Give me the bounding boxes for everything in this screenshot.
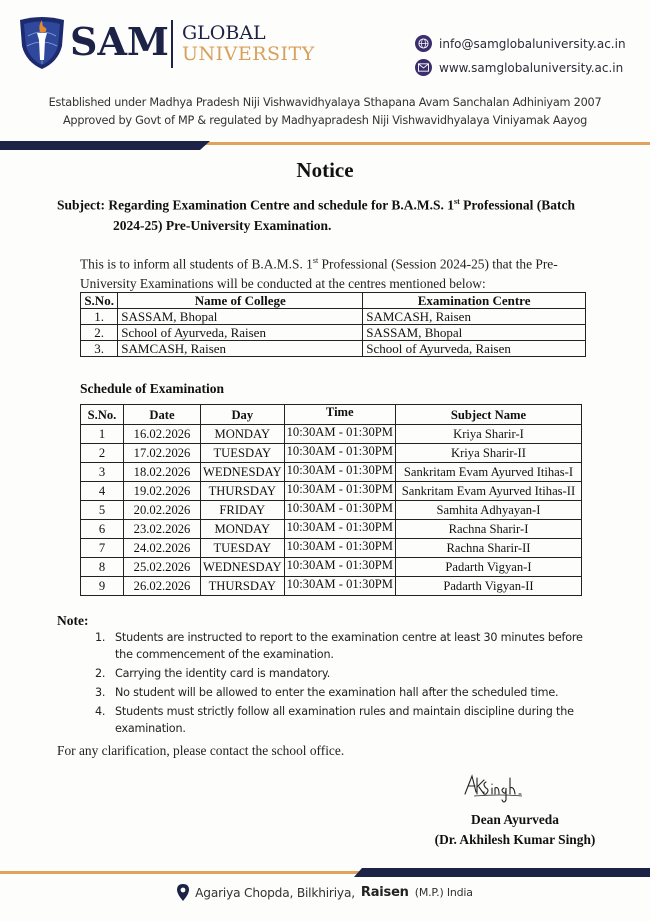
cell-time: 10:30AM - 01:30PM: [284, 539, 395, 558]
contact-website: [415, 59, 623, 76]
table-row: [81, 309, 586, 325]
header-college: Name of College: [118, 293, 363, 309]
logo-university-text: UNIVERSITY: [182, 43, 315, 65]
cell-subject: Samhita Adhyayan-I: [395, 501, 581, 520]
note-text: Students are instructed to report to the examination centre at least 30 minutes before the commencement of the examination.: [115, 631, 583, 661]
cell-college: School of Ayurveda, Raisen: [118, 325, 363, 341]
cell-day: THURSDAY: [201, 577, 285, 596]
subject-line-2: 2024-25) Pre-University Examination.: [113, 217, 332, 233]
note-text: Carrying the identity card is mandatory.: [115, 667, 331, 680]
cell-college: SAMCASH, Raisen: [118, 341, 363, 357]
cell-day: THURSDAY: [201, 482, 285, 501]
subject-text-cont: Professional (Batch: [459, 197, 576, 213]
location-pin-icon: [177, 884, 189, 901]
cell-sno: 2.: [81, 325, 118, 341]
cell-subject: Rachna Sharir-I: [395, 520, 581, 539]
intro-text-cont: Professional (Session 2024-25) that the Pre-University Examinations will be conducted at the centres mentioned below:: [80, 256, 558, 292]
cell-day: MONDAY: [201, 425, 285, 444]
cell-subject: Padarth Vigyan-I: [395, 558, 581, 577]
exam-centres-table: [80, 292, 586, 357]
table-row: [81, 539, 582, 558]
notice-title: Notice: [296, 158, 354, 182]
address-state: (M.P.) India: [414, 886, 473, 899]
table-header-row: [81, 405, 582, 425]
note-number: 2.: [95, 667, 106, 680]
cell-subject: Rachna Sharir-II: [395, 539, 581, 558]
cell-date: 25.02.2026: [124, 558, 201, 577]
cell-time: 10:30AM - 01:30PM: [284, 577, 395, 596]
cell-day: WEDNESDAY: [201, 558, 285, 577]
intro-text: This is to inform all students of B.A.M.S. 1: [80, 256, 313, 272]
table-row: [81, 444, 582, 463]
approved-line: Approved by Govt of MP & regulated by Madhyapradesh Niji Vishwavidhyalaya Viniyamak Aayog: [62, 114, 588, 127]
table-row: [81, 520, 582, 539]
clarification-text: For any clarification, please contact the school office.: [57, 743, 345, 758]
cell-sno: 5: [81, 501, 124, 520]
cell-date: 20.02.2026: [124, 501, 201, 520]
header-centre: Examination Centre: [363, 293, 586, 309]
cell-date: 18.02.2026: [124, 463, 201, 482]
note-text: No student will be allowed to enter the examination hall after the scheduled time.: [115, 686, 559, 699]
note-item: [95, 703, 595, 737]
header-subject: Subject Name: [395, 405, 581, 425]
note-text: Students must strictly follow all examination rules and maintain discipline during the examination.: [115, 705, 574, 735]
cell-subject: Sankritam Evam Ayurved Itihas-I: [395, 463, 581, 482]
note-title: Note:: [57, 613, 89, 628]
address-text: Agariya Chopda, Bilkhiriya,: [195, 885, 355, 900]
cell-date: 26.02.2026: [124, 577, 201, 596]
table-row: [81, 325, 586, 341]
header-divider-band: [0, 136, 650, 150]
footer-divider-band: [0, 866, 650, 878]
header-date: Date: [124, 405, 201, 425]
footer-address: [0, 884, 650, 901]
header-sno: S.No.: [81, 293, 118, 309]
header-day: Day: [201, 405, 285, 425]
note-item: [95, 665, 595, 682]
mail-icon: [415, 59, 432, 76]
cell-sno: 7: [81, 539, 124, 558]
cell-time: 10:30AM - 01:30PM: [284, 444, 395, 463]
website-link[interactable]: www.samglobaluniversity.ac.in: [439, 60, 624, 75]
cell-day: MONDAY: [201, 520, 285, 539]
cell-time: 10:30AM - 01:30PM: [284, 482, 395, 501]
cell-sno: 1.: [81, 309, 118, 325]
cell-subject: Kriya Sharir-II: [395, 444, 581, 463]
notice-subject: [57, 192, 602, 236]
header-sno: S.No.: [81, 405, 124, 425]
logo-divider: [171, 20, 173, 68]
cell-sno: 3.: [81, 341, 118, 357]
schedule-title: Schedule of Examination: [80, 381, 225, 396]
cell-day: TUESDAY: [201, 539, 285, 558]
signatory-designation: Dean Ayurveda: [471, 812, 559, 827]
cell-sno: 2: [81, 444, 124, 463]
cell-date: 17.02.2026: [124, 444, 201, 463]
cell-date: 24.02.2026: [124, 539, 201, 558]
table-row: [81, 463, 582, 482]
cell-time: 10:30AM - 01:30PM: [284, 425, 395, 444]
established-line: Established under Madhya Pradesh Niji Vishwavidhyalaya Sthapana Avam Sanchalan Adhiniyam 2007: [48, 96, 602, 109]
note-number: 4.: [95, 705, 106, 718]
header-time: Time: [284, 405, 395, 425]
signatory-name: (Dr. Akhilesh Kumar Singh): [434, 832, 596, 847]
cell-date: 16.02.2026: [124, 425, 201, 444]
table-row: [81, 482, 582, 501]
cell-day: WEDNESDAY: [201, 463, 285, 482]
globe-icon: [415, 35, 432, 52]
cell-college: SASSAM, Bhopal: [118, 309, 363, 325]
note-number: 1.: [95, 631, 106, 644]
cell-date: 23.02.2026: [124, 520, 201, 539]
email-link[interactable]: info@samglobaluniversity.ac.in: [439, 36, 626, 51]
cell-day: FRIDAY: [201, 501, 285, 520]
table-row: [81, 558, 582, 577]
cell-day: TUESDAY: [201, 444, 285, 463]
intro-paragraph: [80, 251, 590, 294]
cell-sno: 4: [81, 482, 124, 501]
cell-sno: 6: [81, 520, 124, 539]
table-row: [81, 341, 586, 357]
subject-text: Subject: Regarding Examination Centre and schedule for B.A.M.S. 1: [57, 197, 455, 213]
table-header-row: [81, 293, 586, 309]
cell-time: 10:30AM - 01:30PM: [284, 501, 395, 520]
cell-centre: SASSAM, Bhopal: [363, 325, 586, 341]
signature-image: [462, 770, 532, 804]
exam-schedule-table: [80, 404, 582, 596]
logo-sam-text: SAM: [70, 19, 169, 64]
cell-time: 10:30AM - 01:30PM: [284, 558, 395, 577]
cell-date: 19.02.2026: [124, 482, 201, 501]
university-shield-logo-icon: [18, 16, 66, 70]
cell-sno: 3: [81, 463, 124, 482]
table-row: [81, 577, 582, 596]
cell-subject: Sankritam Evam Ayurved Itihas-II: [395, 482, 581, 501]
cell-time: 10:30AM - 01:30PM: [284, 520, 395, 539]
cell-time: 10:30AM - 01:30PM: [284, 463, 395, 482]
cell-subject: Kriya Sharir-I: [395, 425, 581, 444]
cell-subject: Padarth Vigyan-II: [395, 577, 581, 596]
cell-sno: 8: [81, 558, 124, 577]
table-row: [81, 501, 582, 520]
intro-sup: st: [312, 256, 319, 265]
address-city: Raisen: [360, 885, 409, 900]
cell-centre: SAMCASH, Raisen: [363, 309, 586, 325]
note-number: 3.: [95, 686, 106, 699]
contact-email: [415, 35, 626, 52]
note-item: [95, 629, 595, 663]
subject-sup: st: [454, 197, 460, 206]
cell-sno: 9: [81, 577, 124, 596]
logo-global-text: GLOBAL: [182, 22, 266, 44]
note-item: [95, 684, 595, 701]
table-row: [81, 425, 582, 444]
notes-list: [95, 629, 595, 739]
cell-sno: 1: [81, 425, 124, 444]
cell-centre: School of Ayurveda, Raisen: [363, 341, 586, 357]
